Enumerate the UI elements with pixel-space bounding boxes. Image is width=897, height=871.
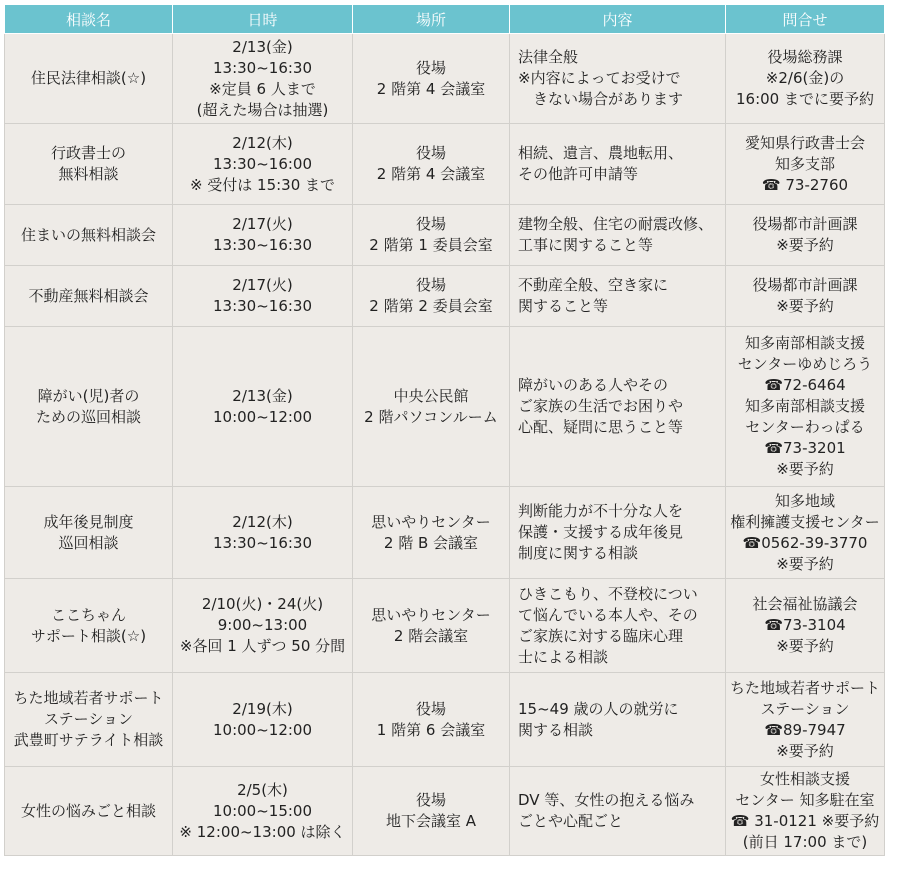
consultation-table [4, 4, 885, 856]
cell-datetime [173, 579, 353, 673]
cell-contact [726, 579, 885, 673]
cell-datetime [173, 327, 353, 487]
cell-line: 2/17(火) [232, 215, 293, 233]
table-row [5, 487, 885, 579]
cell-line: ステーション [760, 699, 850, 718]
cell-line: 1 階第 6 会議室 [376, 720, 486, 739]
cell-line: 13:30~16:00 [212, 154, 313, 173]
cell-datetime [173, 673, 353, 767]
cell-line: 役場 [415, 276, 446, 294]
table-row [5, 327, 885, 487]
cell-line: 2 階会議室 [393, 626, 469, 645]
cell-line: 役場 [415, 58, 446, 77]
cell-line: ご家族の生活でお困りや [518, 397, 684, 415]
cell-line: 判断能力が不十分な人を [518, 502, 684, 520]
cell-contact [726, 327, 885, 487]
cell-line: 士による相談 [518, 647, 609, 666]
cell-contact [726, 767, 885, 856]
cell-line: ステーション [43, 710, 134, 728]
cell-line: 役場 [415, 215, 446, 233]
cell-contact [726, 205, 885, 266]
header-row [5, 5, 885, 34]
cell-line: ここちゃん [50, 605, 126, 624]
cell-line: 障がい(児)者の [37, 386, 140, 405]
cell-name [5, 34, 173, 124]
cell-line: 2 階 B 会議室 [383, 533, 479, 552]
cell-contact [726, 124, 885, 205]
cell-name [5, 767, 173, 856]
cell-line: ※各回 1 人ずつ 50 分間 [179, 637, 346, 655]
cell-name [5, 487, 173, 579]
cell-line: 役場都市計画課 [752, 276, 858, 294]
cell-line: ☎73-3104 [764, 616, 846, 634]
cell-line: ※定員 6 人まで [209, 79, 316, 98]
cell-place [353, 205, 510, 266]
cell-contact [726, 34, 885, 124]
cell-line: 2 階第 4 会議室 [376, 79, 486, 98]
cell-line: 知多支部 [774, 154, 835, 173]
consultation-schedule [4, 4, 885, 856]
cell-line: 思いやりセンター [371, 605, 491, 624]
table-row [5, 579, 885, 673]
cell-line: その他許可申請等 [518, 165, 639, 183]
cell-datetime [173, 487, 353, 579]
cell-line: 9:00~13:00 [217, 616, 308, 634]
cell-line: (超えた場合は抽選) [196, 100, 329, 119]
cell-datetime [173, 124, 353, 205]
cell-line: 障がいのある人やその [518, 376, 669, 394]
cell-line: 2/19(木) [232, 699, 293, 718]
cell-line: 2 階第 1 委員会室 [369, 236, 493, 254]
cell-line: 役場都市計画課 [752, 215, 858, 233]
cell-line: 住まいの無料相談会 [20, 225, 156, 244]
cell-line: センター 知多駐在室 [735, 791, 875, 809]
cell-line: ☎0562-39-3770 [742, 533, 868, 552]
header-content: 内容 [510, 5, 726, 34]
cell-line: ちた地域若者サポート [13, 689, 164, 707]
cell-line: ☎ 73-2760 [761, 175, 849, 194]
cell-name [5, 205, 173, 266]
cell-place [353, 266, 510, 327]
table-row [5, 266, 885, 327]
cell-line: 2/12(木) [232, 512, 293, 531]
cell-line: ※内容によってお受けで [518, 69, 681, 87]
cell-line: ※2/6(金)の [765, 69, 845, 87]
cell-line: ※ 12:00~13:00 は除く [179, 822, 346, 841]
header-name: 相談名 [5, 5, 173, 34]
cell-line: 無料相談 [58, 165, 119, 183]
cell-line: 2 階第 4 会議室 [376, 165, 486, 183]
cell-line: 不動産全般、空き家に [518, 276, 669, 294]
cell-line: 2 階第 2 委員会室 [369, 297, 493, 315]
cell-line: ひきこもり、不登校につい [518, 584, 698, 603]
cell-name [5, 266, 173, 327]
cell-line: 工事に関すること等 [518, 236, 654, 254]
cell-name [5, 579, 173, 673]
cell-line: 13:30~16:30 [212, 297, 313, 315]
cell-line: 保護・支援する成年後見 [518, 523, 684, 541]
cell-line: 13:30~16:30 [212, 236, 313, 254]
cell-place [353, 767, 510, 856]
cell-line: 10:00~12:00 [212, 407, 313, 426]
cell-line: 中央公民館 [393, 386, 469, 405]
cell-line: ※要予約 [776, 297, 834, 315]
cell-content [510, 579, 726, 673]
cell-line: 2/13(金) [232, 386, 293, 405]
cell-line: ※要予約 [776, 460, 834, 478]
cell-line: ※ 受付は 15:30 まで [189, 175, 336, 194]
table-row [5, 673, 885, 767]
cell-line: 建物全般、住宅の耐震改修、 [518, 215, 714, 233]
cell-content [510, 767, 726, 856]
cell-line: 役場 [415, 791, 446, 809]
cell-line: 法律全般 [518, 48, 579, 66]
cell-content [510, 673, 726, 767]
cell-line: 地下会議室 A [385, 812, 477, 830]
cell-line: 10:00~15:00 [212, 801, 313, 820]
cell-line: 2 階パソコンルーム [364, 407, 498, 426]
cell-line: 行政書士の [50, 144, 126, 162]
cell-line: センターわっぱる [745, 418, 865, 436]
cell-line: (前日 17:00 まで) [742, 833, 868, 851]
cell-line: 愛知県行政書士会 [744, 133, 865, 152]
cell-line: 関する相談 [518, 720, 594, 739]
table-row [5, 124, 885, 205]
table-row [5, 34, 885, 124]
cell-line: 知多南部相談支援 [744, 397, 865, 415]
cell-contact [726, 673, 885, 767]
cell-content [510, 205, 726, 266]
cell-line: 社会福祉協議会 [752, 595, 858, 613]
cell-place [353, 487, 510, 579]
cell-datetime [173, 205, 353, 266]
cell-line: 不動産無料相談会 [28, 286, 149, 305]
cell-datetime [173, 767, 353, 856]
table-row [5, 205, 885, 266]
table-row [5, 767, 885, 856]
cell-line: 13:30~16:30 [212, 533, 313, 552]
cell-line: 権利擁護支援センター [730, 512, 880, 531]
cell-line: 知多地域 [774, 491, 835, 510]
cell-line: ご家族に対する臨床心理 [518, 626, 684, 645]
cell-line: センターゆめじろう [737, 355, 873, 373]
cell-line: 2/13(金) [232, 37, 293, 56]
cell-line: 相続、遺言、農地転用、 [518, 144, 684, 162]
cell-name [5, 673, 173, 767]
cell-line: 住民法律相談(☆) [30, 69, 147, 87]
cell-datetime [173, 266, 353, 327]
cell-place [353, 673, 510, 767]
cell-line: ごとや心配ごと [518, 812, 624, 830]
cell-place [353, 579, 510, 673]
cell-line: 役場総務課 [767, 48, 843, 66]
cell-line: 関すること等 [518, 297, 609, 315]
cell-line: 制度に関する相談 [518, 544, 639, 562]
cell-line: ちた地域若者サポート [730, 678, 881, 697]
cell-place [353, 124, 510, 205]
cell-place [353, 327, 510, 487]
cell-line: ☎73-3201 [764, 439, 846, 457]
cell-line: 女性相談支援 [759, 770, 850, 788]
cell-line: 女性の悩みごと相談 [20, 801, 156, 820]
cell-line: 13:30~16:30 [212, 58, 313, 77]
cell-line: 2/12(木) [232, 133, 293, 152]
cell-line: 知多南部相談支援 [744, 334, 865, 352]
cell-line: 10:00~12:00 [212, 720, 313, 739]
cell-line: きない場合があります [518, 90, 684, 108]
cell-line: 思いやりセンター [371, 512, 491, 531]
header-datetime: 日時 [173, 5, 353, 34]
header-contact: 問合せ [726, 5, 885, 34]
cell-name [5, 124, 173, 205]
cell-line: ※要予約 [776, 741, 834, 760]
cell-line: ための巡回相談 [35, 407, 141, 426]
cell-line: ☎72-6464 [764, 376, 846, 394]
cell-line: 15~49 歳の人の就労に [518, 699, 679, 718]
cell-content [510, 34, 726, 124]
cell-line: 2/10(火)・24(火) [201, 595, 324, 613]
cell-contact [726, 266, 885, 327]
cell-content [510, 327, 726, 487]
cell-line: 16:00 までに要予約 [736, 90, 874, 108]
cell-line: 成年後見制度 [43, 512, 134, 531]
cell-line: ※要予約 [776, 236, 834, 254]
cell-contact [726, 487, 885, 579]
cell-line: 役場 [415, 699, 446, 718]
cell-content [510, 487, 726, 579]
cell-line: 役場 [415, 144, 446, 162]
cell-name [5, 327, 173, 487]
cell-line: DV 等、女性の抱える悩み [518, 791, 695, 809]
cell-line: 2/5(木) [237, 780, 288, 799]
cell-datetime [173, 34, 353, 124]
cell-line: て悩んでいる本人や、その [518, 605, 698, 624]
cell-line: ☎89-7947 [764, 720, 846, 739]
cell-line: 巡回相談 [58, 533, 119, 552]
cell-place [353, 34, 510, 124]
cell-line: 2/17(火) [232, 276, 293, 294]
cell-content [510, 266, 726, 327]
cell-line: 武豊町サテライト相談 [13, 731, 164, 749]
cell-line: ☎ 31-0121 ※要予約 [730, 812, 880, 830]
cell-line: ※要予約 [776, 554, 834, 573]
cell-line: 心配、疑問に思うこと等 [518, 418, 684, 436]
cell-line: サポート相談(☆) [30, 626, 147, 645]
header-place: 場所 [353, 5, 510, 34]
cell-line: ※要予約 [776, 637, 834, 655]
cell-content [510, 124, 726, 205]
